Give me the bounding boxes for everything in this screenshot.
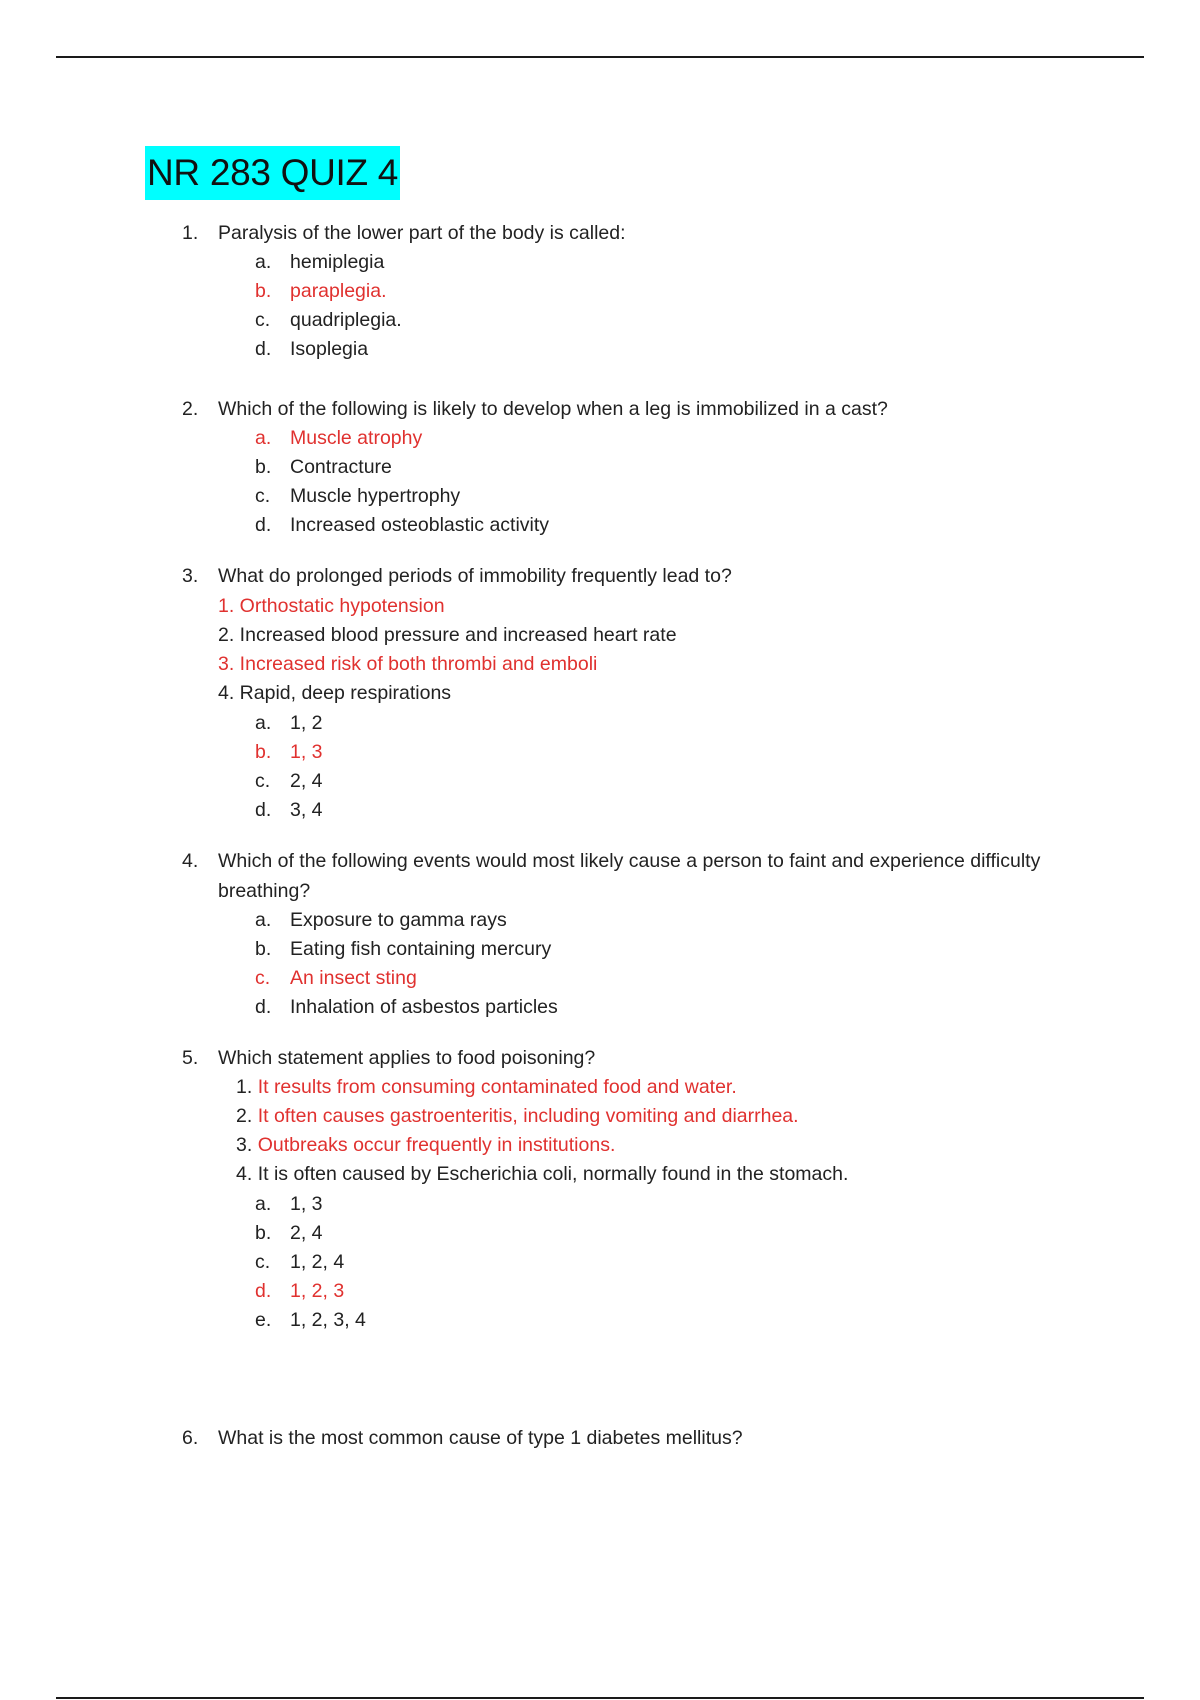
option-text: Contracture — [290, 456, 392, 478]
option-text: 1, 2, 3 — [290, 1280, 345, 1302]
statement-body: It results from consuming contaminated food and water. — [257, 1076, 737, 1098]
option-text: Inhalation of asbestos particles — [290, 996, 558, 1018]
statement-body: It often causes gastroenteritis, including vomiting and diarrhea. — [257, 1105, 799, 1127]
option-text: Exposure to gamma rays — [290, 909, 507, 931]
option-letter: d. — [255, 1280, 272, 1302]
question-number: 1. — [182, 222, 199, 244]
option-letter: b. — [255, 456, 272, 478]
option-text: Isoplegia — [290, 338, 369, 360]
statement-text: 2. Increased blood pressure and increased heart rate — [218, 624, 677, 646]
top-rule — [56, 56, 1144, 58]
option-letter: b. — [255, 938, 272, 960]
statement-text: 1. Orthostatic hypotension — [218, 595, 445, 617]
question-text: Which of the following is likely to develop when a leg is immobilized in a cast? — [218, 398, 888, 420]
option-text: Muscle atrophy — [290, 427, 423, 449]
statement-number: 2. — [236, 1105, 253, 1127]
option-letter: a. — [255, 712, 272, 734]
option-letter: b. — [255, 741, 272, 763]
question-number: 2. — [182, 398, 199, 420]
question-number: 5. — [182, 1047, 199, 1069]
option-letter: a. — [255, 427, 272, 449]
statement-number: 3. — [236, 1134, 253, 1156]
option-letter: a. — [255, 251, 272, 273]
option-letter: a. — [255, 909, 272, 931]
question-text-line-1: Which of the following events would most likely cause a person to faint and experience difficulty — [218, 850, 1041, 872]
option-text: An insect sting — [290, 967, 417, 989]
statement-text — [236, 1160, 848, 1188]
option-text: Eating fish containing mercury — [290, 938, 552, 960]
option-letter: d. — [255, 514, 272, 536]
option-text: 3, 4 — [290, 799, 323, 821]
option-letter: c. — [255, 485, 271, 507]
option-text: 1, 2 — [290, 712, 323, 734]
question-text: What is the most common cause of type 1 diabetes mellitus? — [218, 1427, 743, 1449]
option-letter: c. — [255, 309, 271, 331]
question-text: Which statement applies to food poisoning? — [218, 1047, 596, 1069]
option-letter: e. — [255, 1309, 272, 1331]
option-letter: b. — [255, 1222, 272, 1244]
option-letter: a. — [255, 1193, 272, 1215]
option-letter: d. — [255, 338, 272, 360]
option-text: 1, 2, 3, 4 — [290, 1309, 366, 1331]
statement-number: 4. — [236, 1163, 253, 1185]
option-letter: c. — [255, 967, 271, 989]
statement-text: 4. Rapid, deep respirations — [218, 682, 452, 704]
option-letter: c. — [255, 770, 271, 792]
question-text: What do prolonged periods of immobility frequently lead to? — [218, 565, 732, 587]
document-title: NR 283 QUIZ 4 — [145, 146, 400, 200]
option-text: Increased osteoblastic activity — [290, 514, 550, 536]
option-letter: c. — [255, 1251, 271, 1273]
question-text-line-2: breathing? — [218, 880, 311, 902]
statement-body: Outbreaks occur frequently in institutions. — [257, 1134, 616, 1156]
statement-text — [236, 1102, 799, 1130]
option-text: 2, 4 — [290, 770, 323, 792]
option-text: Muscle hypertrophy — [290, 485, 461, 507]
question-text: Paralysis of the lower part of the body is called: — [218, 222, 626, 244]
option-text: 1, 2, 4 — [290, 1251, 345, 1273]
question-number: 3. — [182, 565, 199, 587]
option-letter: d. — [255, 996, 272, 1018]
option-text: 1, 3 — [290, 1193, 323, 1215]
bottom-rule — [56, 1697, 1144, 1699]
statement-number: 1. — [236, 1076, 253, 1098]
option-text: hemiplegia — [290, 251, 385, 273]
statement-body: It is often caused by Escherichia coli, normally found in the stomach. — [257, 1163, 849, 1185]
question-number: 6. — [182, 1427, 199, 1449]
option-text: 1, 3 — [290, 741, 323, 763]
statement-text: 3. Increased risk of both thrombi and emboli — [218, 653, 598, 675]
statement-text — [236, 1131, 615, 1159]
option-text: quadriplegia. — [290, 309, 402, 331]
question-number: 4. — [182, 850, 199, 872]
statement-text — [236, 1073, 737, 1101]
option-text: 2, 4 — [290, 1222, 323, 1244]
option-letter: d. — [255, 799, 272, 821]
option-letter: b. — [255, 280, 272, 302]
option-text: paraplegia. — [290, 280, 387, 302]
